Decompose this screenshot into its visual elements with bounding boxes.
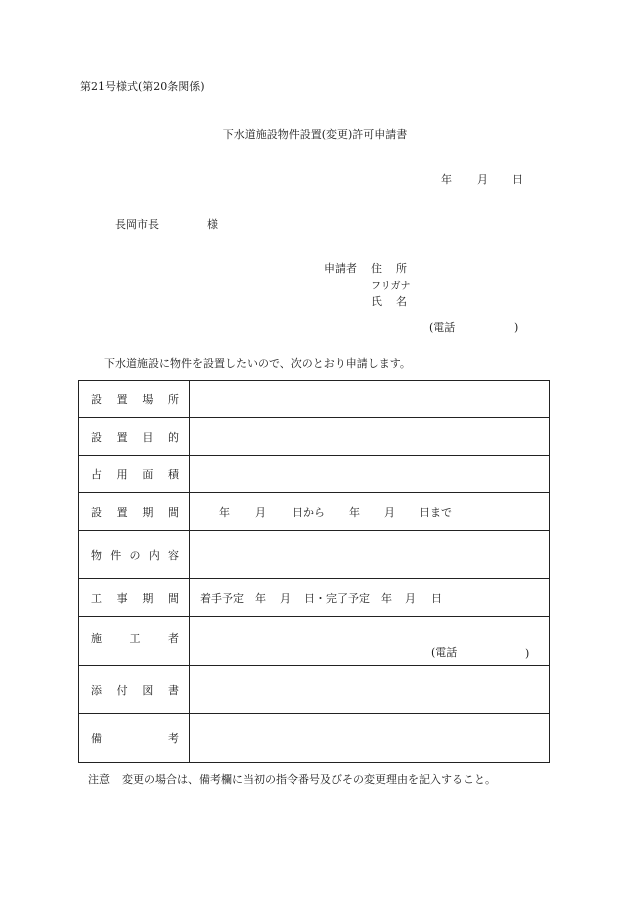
- name-label: 氏名: [371, 295, 421, 308]
- start-month-label: 月: [255, 505, 266, 519]
- row-contractor: [79, 617, 549, 666]
- label-item-contents: 物 件 の 内 容: [91, 548, 179, 562]
- construction-end-day: 日: [431, 591, 442, 605]
- form-number: 第21号様式(第20条関係): [80, 80, 205, 93]
- date-day-label: 日: [512, 173, 523, 186]
- label-cell: [79, 579, 190, 616]
- applicant-phone-close: ): [514, 321, 519, 334]
- end-month-label: 月: [384, 505, 395, 519]
- contractor-phone-close: ): [525, 647, 530, 660]
- label-cell: [79, 666, 190, 713]
- start-day-label: 日から: [292, 505, 325, 519]
- label-installation-purpose: 設 置 目 的: [91, 430, 179, 444]
- label-cell: [79, 714, 190, 762]
- label-installation-period: 設 置 期 間: [91, 505, 179, 519]
- value-installation-location[interactable]: [190, 381, 549, 417]
- addressee-honorific: 様: [207, 218, 218, 231]
- value-installation-purpose[interactable]: [190, 418, 549, 455]
- value-construction-period[interactable]: [190, 579, 549, 616]
- row-remarks: [79, 714, 549, 762]
- construction-start-day: 日・完了予定: [304, 591, 370, 605]
- value-contractor[interactable]: [190, 617, 549, 665]
- date-year-label: 年: [441, 173, 452, 186]
- note-text: 変更の場合は、備考欄に当初の指令番号及びその変更理由を記入すること。: [122, 773, 496, 786]
- value-remarks[interactable]: [190, 714, 549, 762]
- row-item-contents: [79, 531, 549, 579]
- row-attached-drawings: [79, 666, 549, 714]
- addressee-name: 長岡市長: [115, 218, 159, 231]
- construction-end-month: 月: [405, 591, 416, 605]
- row-occupied-area: [79, 456, 549, 493]
- construction-start-prefix: 着手予定: [200, 591, 244, 605]
- label-cell: [79, 418, 190, 455]
- label-cell: [79, 493, 190, 530]
- label-cell: [79, 617, 190, 665]
- note-prefix: 注意: [88, 773, 110, 786]
- date-month-label: 月: [477, 173, 488, 186]
- construction-start-month: 月: [280, 591, 291, 605]
- label-occupied-area: 占 用 面 積: [91, 468, 179, 481]
- applicant-phone-open: (電話: [429, 321, 456, 334]
- contractor-phone-open: (電話: [431, 646, 458, 659]
- label-construction-period: 工 事 期 間: [91, 591, 179, 605]
- label-cell: [79, 456, 190, 492]
- label-attached-drawings: 添 付 図 書: [91, 683, 179, 697]
- address-label: 住所: [371, 262, 421, 275]
- furigana-label: フリガナ: [371, 281, 411, 292]
- label-cell: [79, 381, 190, 417]
- value-occupied-area[interactable]: [190, 456, 549, 492]
- value-item-contents[interactable]: [190, 531, 549, 578]
- label-installation-location: 設 置 場 所: [91, 393, 179, 406]
- start-year-label: 年: [219, 505, 230, 519]
- row-installation-location: [79, 381, 549, 418]
- application-table: [78, 380, 550, 763]
- row-installation-period: [79, 493, 549, 531]
- label-cell: [79, 531, 190, 578]
- note: [88, 774, 496, 785]
- construction-end-year: 年: [381, 591, 392, 605]
- value-attached-drawings[interactable]: [190, 666, 549, 713]
- value-installation-period[interactable]: [190, 493, 549, 530]
- end-year-label: 年: [349, 505, 360, 519]
- construction-start-year: 年: [255, 591, 266, 605]
- applicant-label: 申請者: [324, 262, 357, 275]
- document-title: 下水道施設物件設置(変更)許可申請書: [222, 128, 408, 141]
- row-installation-purpose: [79, 418, 549, 456]
- intro-text: 下水道施設に物件を設置したいので、次のとおり申請します。: [104, 357, 411, 370]
- end-day-label: 日まで: [419, 505, 452, 519]
- label-remarks: 備 考: [91, 732, 179, 745]
- label-contractor: 施 工 者: [91, 631, 179, 645]
- row-construction-period: [79, 579, 549, 617]
